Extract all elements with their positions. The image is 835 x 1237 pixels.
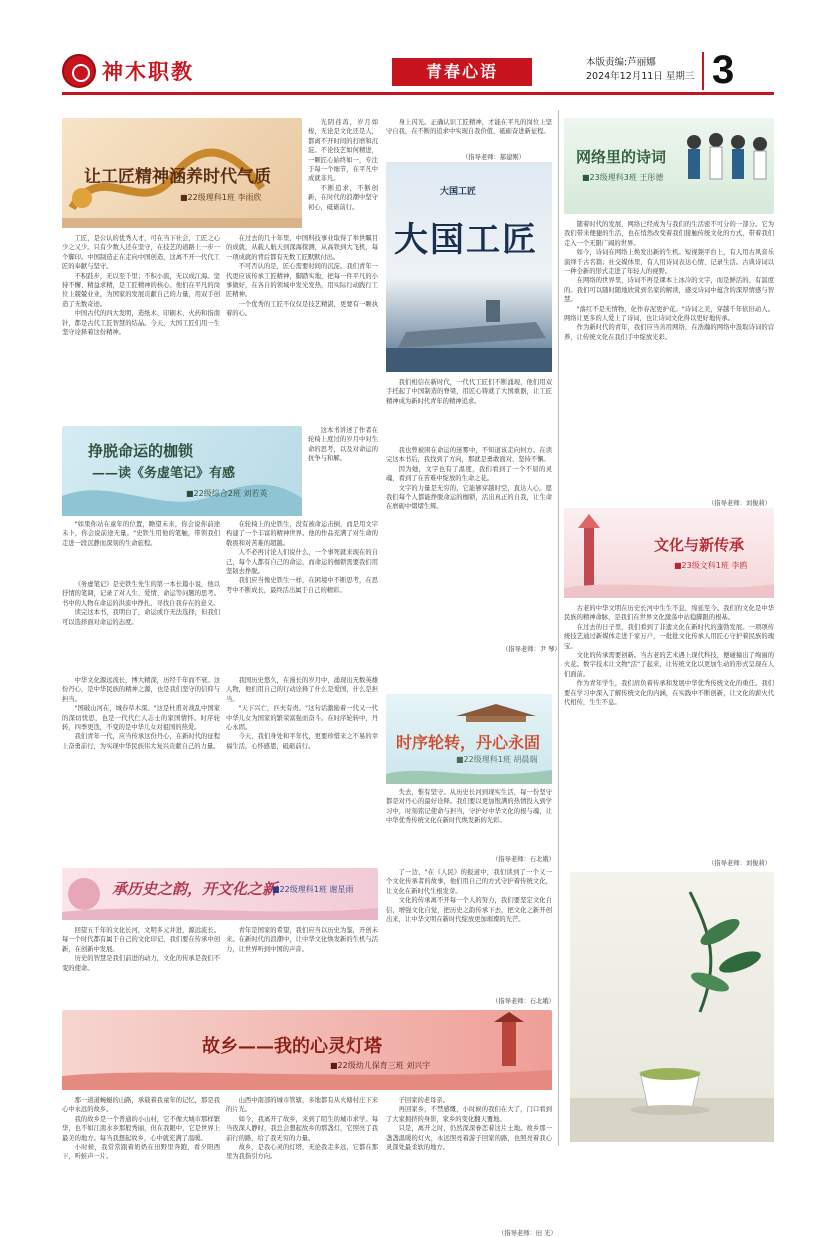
network-byline: ■23级理科3班 王彤德 <box>582 173 664 182</box>
page-number-rule <box>702 52 704 90</box>
craftsman-title: 让工匠精神涵养时代气质 <box>84 167 271 187</box>
destiny-body-4: 在轮椅上的史铁生，没有被命运击倒，而是用文字构建了一个丰富的精神世界。他的作品充满了对生命的敬畏和对苦难的超越。 人不必再讨论人们说什么，一个事死就来现在的自己，每个人都有自己的命运，而命运的枷锁需要我们用坚韧去挣脱。 我们应当像史铁生一样，在困境中不断思考，在思考中不断成长，最终活出属于自己的精彩。 <box>226 521 378 594</box>
editor-info <box>586 56 694 84</box>
poster-title: 大国工匠 <box>394 220 538 260</box>
craftsman-body-1: 工匠，是公认的优秀人才，可在当下社会，工匠之心少之又少。只有少数人还在坚守，在技艺的道路上一步一个脚印。中国制造正在走向中国创造，这离不开一代代工匠的奉献与坚守。 不积跬步，无以至千里；不积小流，无以成江海。坚持不懈、精益求精，是工匠精神的核心。他们在平凡的岗位上兢兢业业，为国家的发展贡献自己的力量，用双手创造了无数奇迹。 中国古代的四大发明，造纸术、印刷术、火药和指南针，都是古代工匠智慧的结晶。今天，大国工匠们用一生坚守诠释着这份精神。 <box>62 235 220 337</box>
time-body-2: 我国历史悠久，在漫长的岁月中，涌现出无数英雄人物，他们用自己的行动诠释了什么是爱国，什么是担当。 "天下兴亡，匹夫有责。"这句话激励着一代又一代中华儿女为国家的繁荣富强而奋斗。在时序轮转中，丹心永固。 今天，我们身处和平年代，更要珍惜来之不易的幸福生活，心怀感恩，砥砺前行。 <box>226 677 378 750</box>
section-tab: 青春心语 <box>392 58 532 86</box>
destiny-byline: ■22级综合2班 刘若英 <box>186 489 268 498</box>
destiny-title: 挣脱命运的枷锁 <box>88 442 194 460</box>
history-byline: ■22级理科1班 谢星雨 <box>272 885 354 894</box>
culture-banner <box>564 508 774 598</box>
poster-caption: 大国工匠 <box>440 187 477 197</box>
hometown-banner <box>62 1010 552 1090</box>
time-body-1: 中华文化源远流长，博大精深，历经千年而不衰。这份丹心，是中华民族的精神之源，也是我们坚守的信仰与担当。 "国破山河在，城春草木深。"这是杜甫对战乱中国家的深切忧思，也是一代代仁人志士的家国情怀。时序轮转，四季更迭，不变的是中华儿女对祖国的热爱。 我们青年一代，应当传承这份丹心，在新时代的征程上奋勇前行，为实现中华民族伟大复兴贡献自己的力量。 <box>62 677 220 750</box>
culture-title: 文化与新传承 <box>654 536 745 554</box>
time-author: （指导老师：石北娥） <box>492 856 555 863</box>
craftsman-banner <box>62 118 302 228</box>
destiny-body-2: "如果你站在童年的位置，瞻望未来，你会说你前途未卜，你会说前途无量。"史铁生用他的笔触，带领我们走进一段沉静而深刻的生命旅程。 <box>62 521 220 547</box>
destiny-author: （指导老师：尹 琴） <box>502 646 561 653</box>
history-body-1: 回望五千年的文化长河，文明多元并进，源远流长。每一个时代都有属于自己的文化印记，我们要在传承中创新，在创新中发展。 历史的智慧是我们前进的动力，文化的传承是我们不变的使命。 <box>62 927 220 972</box>
paper-logo-icon <box>62 54 96 88</box>
time-byline: ■22级理科1班 胡晨瑞 <box>456 755 538 764</box>
network-banner <box>564 118 774 214</box>
column-divider <box>558 110 559 1146</box>
page-number: 3 <box>712 48 735 92</box>
craftsman-body-3: 身上闪光。正确认识工匠精神，才能在平凡的岗位上坚守自我，在不断的追求中实现自我价值，砥砺奋进新征程。 <box>386 119 552 136</box>
hometown-title: 故乡——我的心灵灯塔 <box>202 1036 382 1057</box>
craftsman-author: （指导老师：郝建刚） <box>462 154 525 161</box>
hometown-byline: ■22级幼儿保育三班 刘兴宇 <box>330 1061 431 1070</box>
history-author: （指导老师：石北娥） <box>492 998 555 1005</box>
history-body-2: 青年是国家的希望，我们应当以历史为鉴，开创未来。在新时代的浪潮中，让中华文化焕发新的生机与活力，让世界听到中国的声音。 <box>226 927 378 953</box>
hometown-body-1: 那一道道蜿蜒的山路，承载着我童年的记忆，那是我心中永远的故乡。 我的故乡是一个普通的小山村，它不像大城市那样繁华，也不如江南水乡那般秀丽，但在我眼中，它是世界上最美的地方。每当我想起故乡，心中就充满了温暖。 小时候，我常常跟着奶奶在田野里奔跑，看夕阳西下，听蛙声一片。 <box>62 1097 220 1161</box>
hometown-body-2: 山西中南部的城市管辖，多地都有从火塘村庄下来的片光。 如今，我离开了故乡，来到了陌生的城市求学。每当夜深人静时，我总会想起故乡的那盏灯，它照亮了我前行的路，给了我无穷的力量。 故乡，是我心灵的灯塔，无论我走多远，它都在那里为我指引方向。 <box>226 1097 378 1161</box>
time-body-3: 失去，惟有坚守。从历史长河到现实生活，每一份坚守都是对丹心的最好诠释。我们要以更加饱满的热情投入到学习中，时刻铭记使命与担当，守护好中华文化的根与魂，让中华优秀传统文化在新时代焕发新的光彩。 <box>386 789 552 825</box>
tea-ink-painting <box>570 872 774 1142</box>
masthead <box>62 48 774 92</box>
craftsman-body-2: 在过去的几十年里，中国科技事业取得了举世瞩目的成就，从载人航天到深海探测，从高铁到大飞机，每一项成就的背后都有无数工匠默默付出。 不可否认的是，匠心需要时间的沉淀。我们青年一代更应该传承工匠精神，脚踏实地，把每一件平凡的小事做好，在各自的领域中发光发热，用实际行动践行工匠精神。 一个优秀的工匠不仅仅是技艺精湛，更要有一颗执着的心。 <box>226 235 378 318</box>
destiny-subtitle: ——读《务虚笔记》有感 <box>92 466 236 481</box>
tea-cup-icon <box>570 872 774 1142</box>
right-column <box>564 110 774 1146</box>
network-author: （指导老师：刘俊莉） <box>708 500 771 507</box>
paper-name: 神木职教 <box>102 59 194 84</box>
date-line: 2024年12月11日 星期三 <box>586 71 695 82</box>
editor-line: 本版责编:芦丽娜 <box>586 57 656 68</box>
destiny-body-3: 《务虚笔记》是史铁生先生的第一本长篇小说，他以抒情的笔调，记录了对人生、爱情、命运等问题的思考。书中的人物在命运的洪流中挣扎，寻找自我存在的意义。 读完这本书，我明白了，命运或许无法选择，但我们可以选择面对命运的态度。 <box>62 581 220 626</box>
craftsman-byline: ■22级理科1班 李雨欣 <box>180 193 262 202</box>
history-body-3: 了一边，"在《人民》的报道中，我们读到了一个又一个文化传承者的故事，他们用自己的方式守护着传统文化，让文化在新时代生根发芽。 文化的传承离不开每一个人的努力，我们要坚定文化自信，增强文化自觉，把历史之韵传承下去，把文化之新开创出来，让中华文明在新时代绽放更加璀璨的光芒。 <box>386 869 552 924</box>
masthead-rule <box>62 92 774 95</box>
aircraft-carrier-icon <box>386 162 552 372</box>
destiny-body-5: 我也曾被困在命运的迷雾中，不知道该走向何方。在读完这本书后，我找到了方向，那就是勇敢面对、坚持不懈。 因为她，文字也有了温度，我们看到了一个不屈的灵魂，看到了在苦难中绽放的生命之花。 文字的力量是无穷的，它能够穿越时空，直达人心。愿我们每个人都能挣脱命运的枷锁，活出真正的自我，让生命在磨砺中熠熠生辉。 <box>386 447 552 511</box>
hometown-author: （指导老师：田 光） <box>498 1230 557 1237</box>
culture-body: 古老的中华文明在历史长河中生生不息，绵延至今。我们的文化是中华民族的精神命脉，是我们在世界文化激荡中站稳脚跟的根基。 在过去的日子里，我们看到了非遗文化在新时代的蓬勃发展。一项项传统技艺通过新媒体走进千家万户，一批批文化传承人用匠心守护着民族的瑰宝。 文化的传承需要创新。当古老的艺术遇上现代科技，便碰撞出了绚丽的火花。数字技术让文物"活"了起来，让传统文化以更加生动的形式呈现在人们面前。 作为青年学生，我们肩负着传承和发展中华优秀传统文化的重任。我们要在学习中深入了解传统文化的内涵，在实践中不断创新，让文化的薪火代代相传，生生不息。 <box>564 605 774 707</box>
history-title: 承历史之韵，开文化之新 <box>112 880 278 898</box>
craftsman-body-4: 我们相信在新时代，一代代工匠们不断涌现，他们用双手托起了中国制造的脊梁，用匠心铸就了大国重器，让工匠精神成为新时代青年的精神追求。 <box>386 379 552 405</box>
time-banner <box>386 694 552 784</box>
hometown-body-3: 子回家的老母亲。 再回家乡，不禁感慨，小时候的我们在大了，门口看到了大家拥挤的身影，家乡的变化翻天覆地。 只是，离开之时，仍然深深眷恋着这片土地。故乡那一盏盏温暖的灯火，永远照亮着游子回家的路，也照亮着我心灵深处最柔软的地方。 <box>386 1097 552 1152</box>
history-banner <box>62 868 378 920</box>
destiny-banner <box>62 426 302 516</box>
destiny-body-1: 这本书讲述了作者在轮椅上度过的岁月中对生命的思考，以及对命运的抗争与和解。 <box>308 427 378 463</box>
culture-byline: ■23级文科1班 李鸥 <box>674 561 748 570</box>
great-craftsman-poster <box>386 162 552 372</box>
network-title: 网络里的诗词 <box>576 148 667 166</box>
craftsman-body-right: 光阴荏苒，岁月如梭，无论是文化还是人，都离不开时间的打磨和沉淀。不论技艺如何精进，一颗匠心始终如一，专注于每一个细节，在平凡中成就非凡。 不断追求，不断创新，在时代的浪潮中坚守初心，砥砺前行。 <box>308 119 378 211</box>
time-title: 时序轮转，丹心永固 <box>396 733 541 752</box>
culture-author: （指导老师：刘俊莉） <box>708 860 771 867</box>
left-column <box>62 110 561 1237</box>
network-body: 随着时代的发展，网络已经成为与我们的生活密不可分的一部分。它为我们带来便捷的生活，也在悄然改变着我们接触传统文化的方式，带着我们走入一个无限广阔的世界。 如今，诗词在网络上焕发出新的生机。短视频平台上，有人用古风音乐演绎千古名篇；社交媒体里，有人用诗词表达心情、记录生活。古典诗词以一种全新的形式走进了年轻人的视野。 在网络的世界里，诗词不再是课本上冰冷的文字，而是鲜活的、有温度的。我们可以随时随地欣赏到名家的解读，感受诗词中蕴含的深厚情感与智慧。 "落红不是无情物，化作春泥更护花。"诗词之美，穿越千年依旧动人。网络让更多的人爱上了诗词，也让诗词文化得以更好地传承。 作为新时代的青年，我们应当善用网络，在浩瀚的网络中汲取诗词的营养，让传统文化在我们手中绽放光彩。 <box>564 221 774 341</box>
